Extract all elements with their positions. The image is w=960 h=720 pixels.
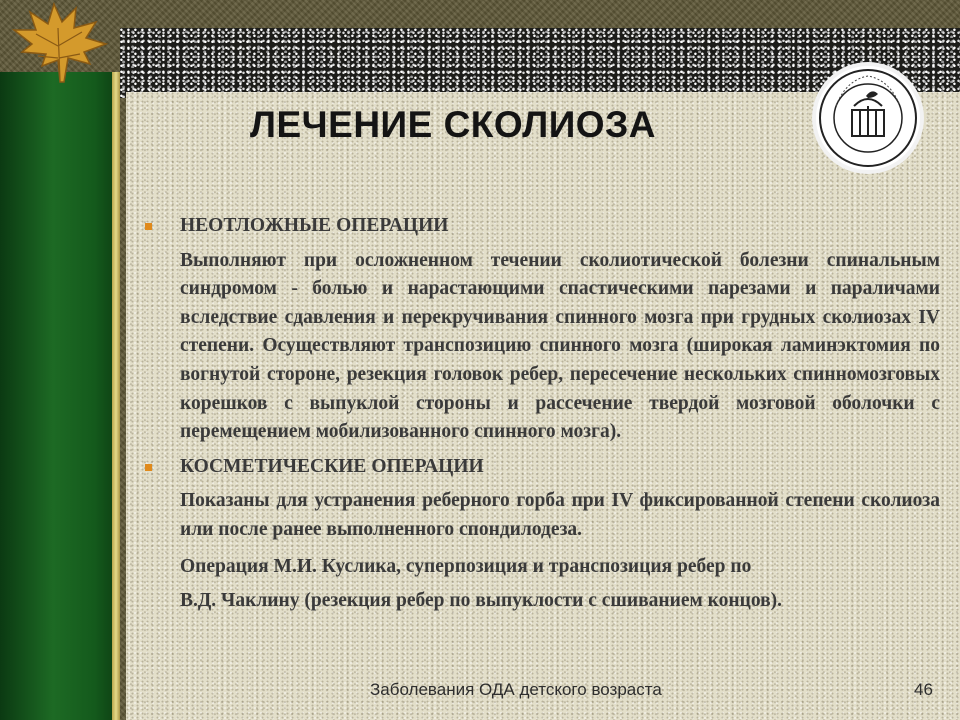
section-paragraph: Операция М.И. Куслика, суперпозиция и транспозиция ребер по xyxy=(180,555,752,577)
left-green-bar xyxy=(0,72,118,720)
slide-body xyxy=(140,212,940,616)
section-paragraph: Выполняют при осложненном течении сколиотической болезни спинальным синдромом - болью и нарастающими спастическими парезами и параличами вследствие сдавления и перекручивания спинного мозга при грудных сколиозах IV степени. Осуществляют транспозицию спинного мозга (широкая ламинэктомия по вогнутой стороне, резекция головок ребер, пересечение нескольких спинномозговых корешков с выпуклой стороны и рассечение твердой мозговой оболочки с перемещением мобилизованного спинного мозга). xyxy=(180,249,940,443)
section-heading: НЕОТЛОЖНЫЕ ОПЕРАЦИИ xyxy=(180,215,449,236)
section-paragraph: В.Д. Чаклину (резекция ребер по выпуклости с сшиванием концов). xyxy=(180,590,783,612)
page-title: ЛЕЧЕНИЕ СКОЛИОЗА xyxy=(250,104,656,145)
section-cosmetic-operations xyxy=(140,453,940,616)
page-number: 46 xyxy=(914,680,933,699)
bullet-square-icon xyxy=(145,223,152,230)
gold-stripe xyxy=(112,72,120,720)
section-emergency-operations xyxy=(140,212,940,447)
slide-footer: Заболевания ОДА детского возраста xyxy=(370,680,662,699)
section-paragraph: Показаны для устранения реберного горба при IV фиксированной степени сколиоза или после ранее выполненного спондилодеза. xyxy=(180,490,940,540)
maple-leaf-icon xyxy=(2,0,112,84)
university-seal-logo xyxy=(816,66,920,170)
bullet-square-icon xyxy=(145,464,152,471)
section-heading: КОСМЕТИЧЕСКИЕ ОПЕРАЦИИ xyxy=(180,455,484,477)
